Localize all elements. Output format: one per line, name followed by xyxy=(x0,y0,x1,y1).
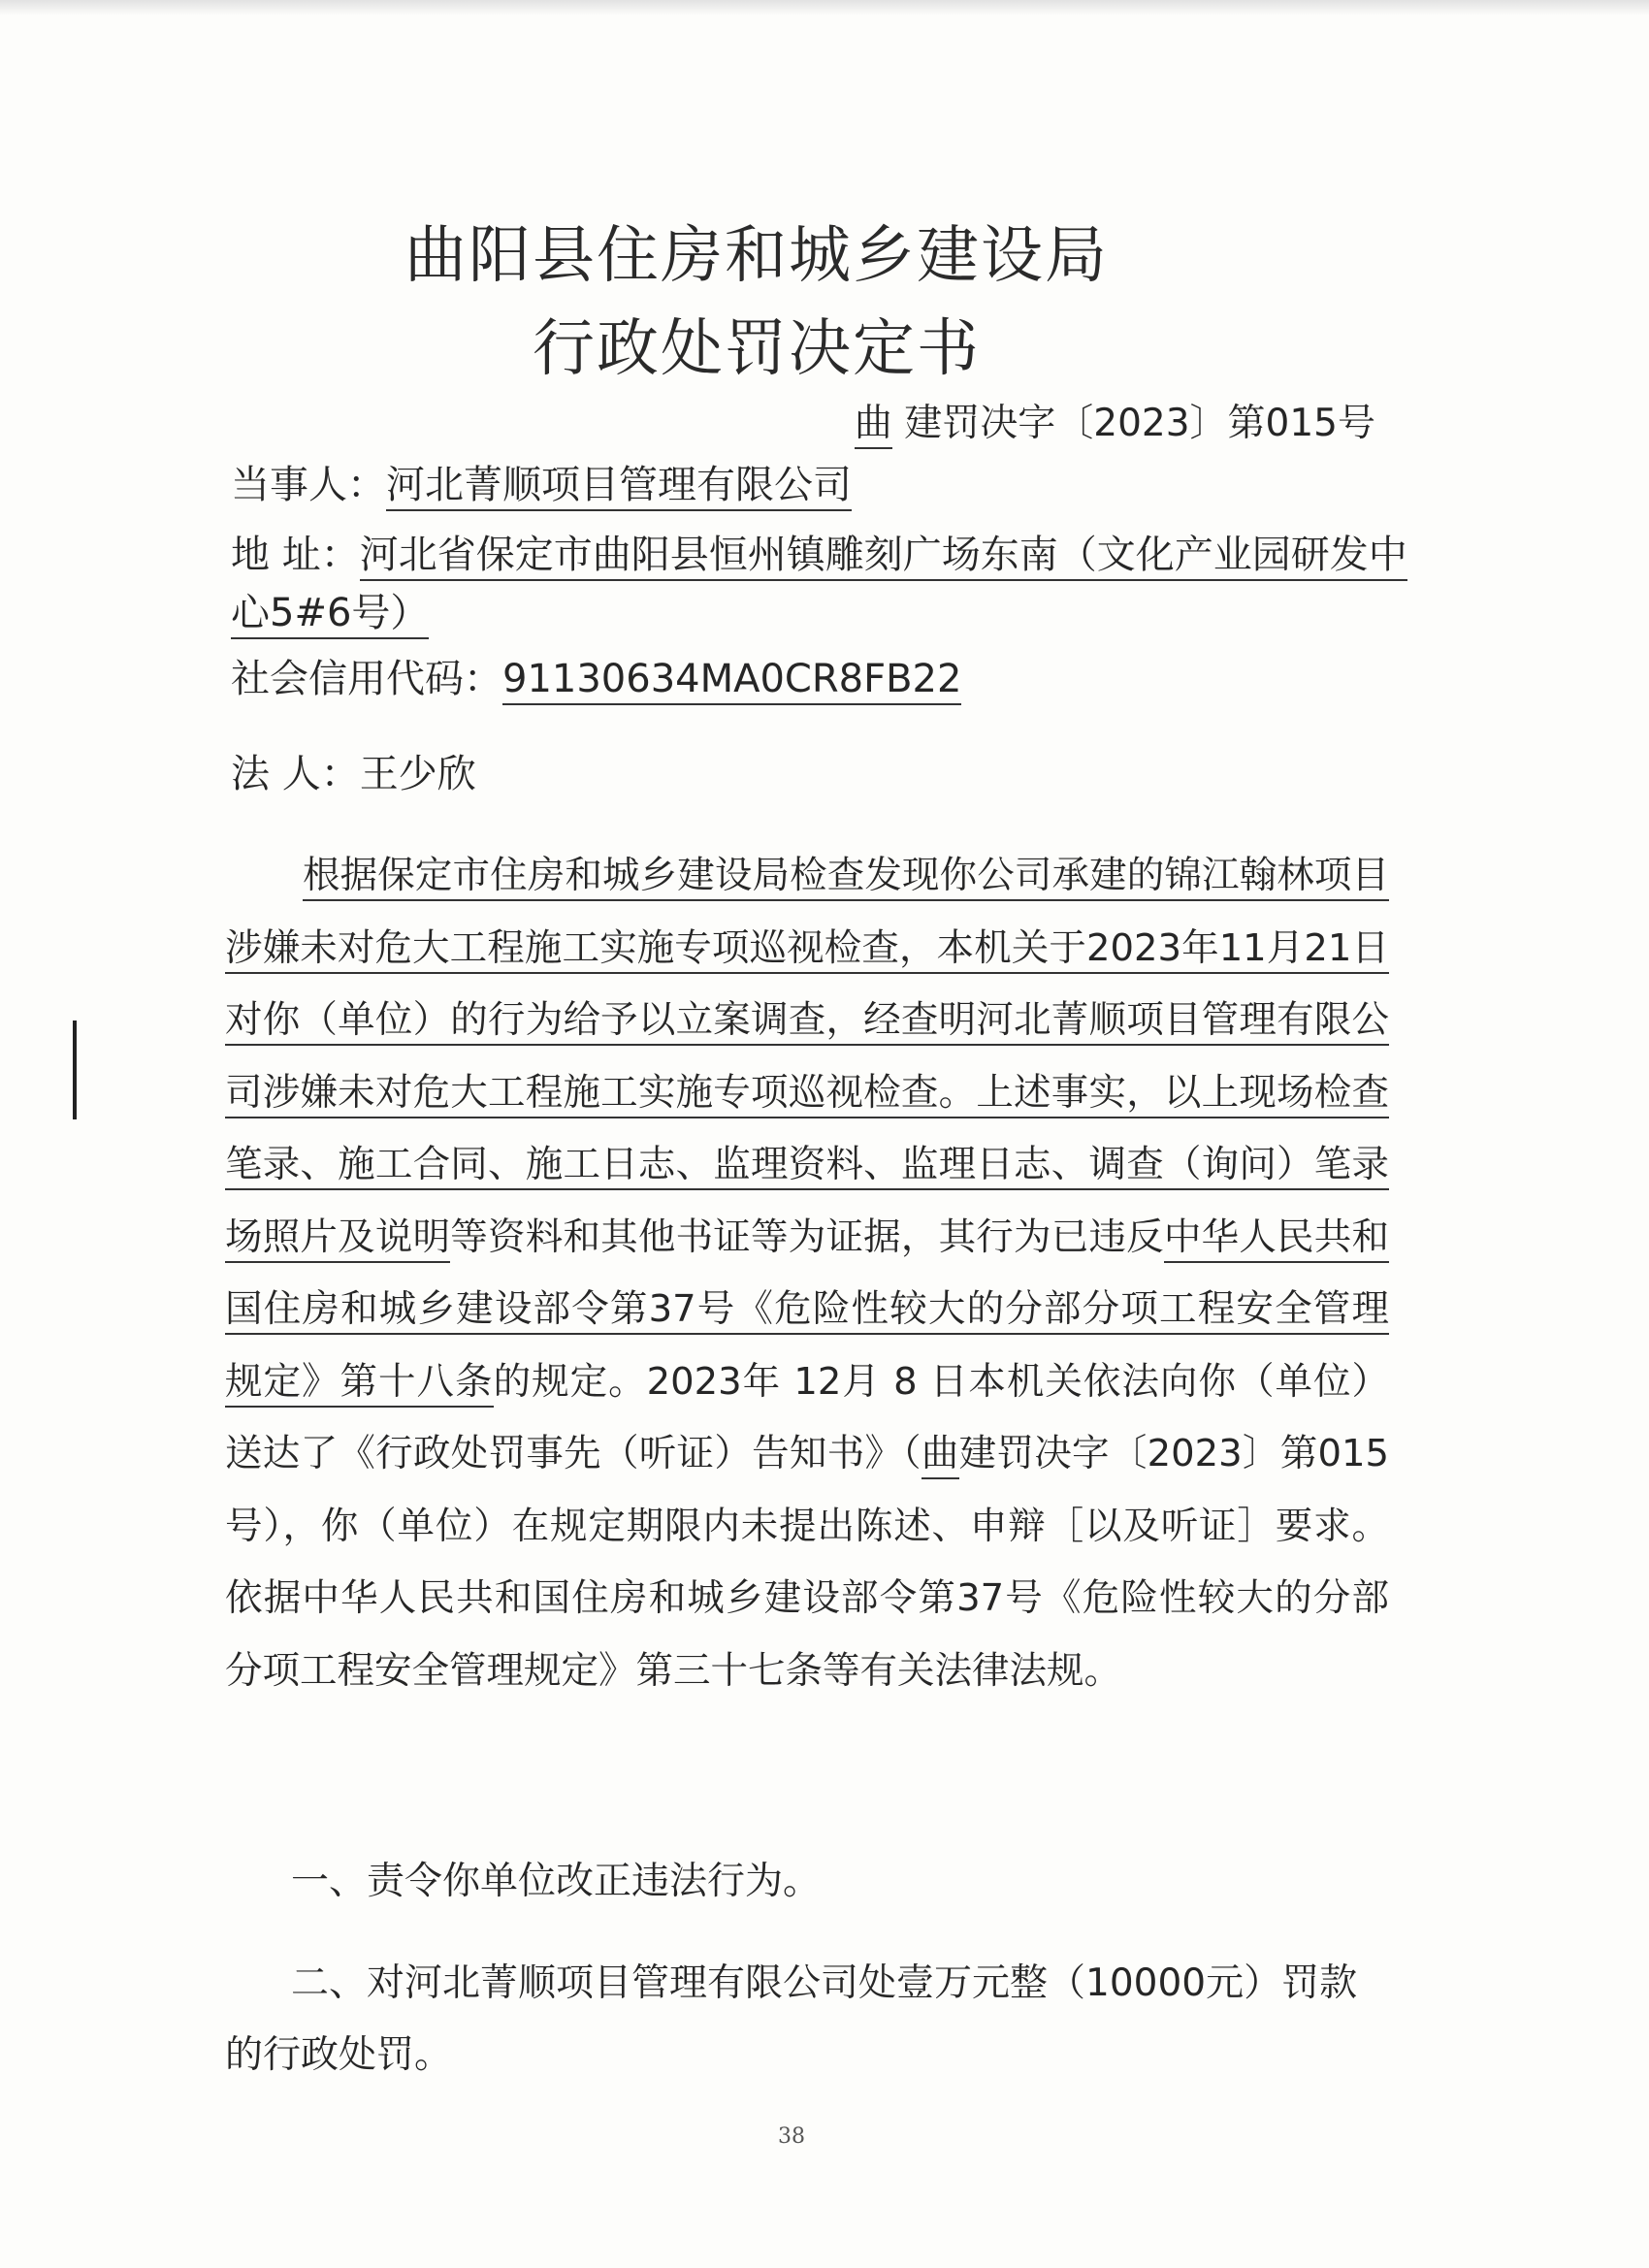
address-label: 地 址： xyxy=(231,533,360,577)
decision-item-2: 二、对河北菁顺项目管理有限公司处壹万元整（10000元）罚款的行政处罚。 xyxy=(225,1961,1358,2077)
legal-person-line xyxy=(231,743,476,798)
document-title-type: 行政处罚决定书 xyxy=(533,313,981,385)
address-value-2: 心5#6号） xyxy=(231,591,429,639)
document-number-prefix: 曲 xyxy=(855,402,892,449)
decision-item-1: 一、责令你单位改正违法行为。 xyxy=(291,1860,822,1903)
party-name: 河北菁顺项目管理有限公司 xyxy=(386,463,852,511)
legal-person: 王少欣 xyxy=(359,752,476,796)
credit-code-label: 社会信用代码： xyxy=(231,657,502,701)
notice-served: 的规定。2023年 12月 8 日本机关依法向你（单位）送达了《行政处罚事先（听证）告知书》（ xyxy=(225,1359,1389,1475)
document-number xyxy=(855,393,1375,447)
credit-code: 91130634MA0CR8FB22 xyxy=(502,657,961,705)
credit-code-line xyxy=(231,648,961,703)
facts-finding: 根据保定市住房和城乡建设局检查发现你公司承建的锦江翰林项目涉嫌未对危大工程施工实施专项巡视检查，本机关于2023年11月21日对你（单位）的行为给予以立案调查，经查明河北菁顺项目管理有限公司涉嫌未对危大工程施工实施专项巡视检查 xyxy=(225,854,1389,1118)
facts-evidence-intro: 。上述事实，以上现场检查笔录、施工合同、施工日志、监理资料、监理日志、调查（询问）笔录场照片及说明 xyxy=(225,1071,1389,1263)
address-line-1 xyxy=(231,524,1407,579)
address-line-2 xyxy=(231,582,429,637)
document-number-value: 建罚决字〔2023〕第015号 xyxy=(904,402,1375,445)
party-name-label: 当事人： xyxy=(231,463,386,507)
address-value-1: 河北省保定市曲阳县恒州镇雕刻广场东南（文化产业园研发中 xyxy=(360,533,1407,581)
decision-body-paragraph xyxy=(225,840,1389,1707)
facts-evidence-tail: 等资料和其他书证等为证据，其行为已违反 xyxy=(450,1215,1164,1259)
notice-number-and-basis: 建罚决字〔2023〕第015号），你（单位）在规定期限内未提出陈述、申辩［以及听证］要求。依据中华人民共和国住房和城乡建设部令第37号《危险性较大的分部分项工程安全管理规定》第三十七条等有关法律法规。 xyxy=(225,1432,1389,1693)
party-name-line xyxy=(231,454,852,509)
binding-mark xyxy=(73,1021,77,1119)
legal-person-label: 法 人： xyxy=(231,752,360,796)
violated-regulation: 中华人民共和国住房和城乡建设部令第37号《危险性较大的分部分项工程安全管理规定》第十八条 xyxy=(225,1215,1389,1408)
notice-prefix: 曲 xyxy=(922,1432,959,1479)
page-number: 38 xyxy=(778,2124,805,2149)
document-title-agency: 曲阳县住房和城乡建设局 xyxy=(404,220,1109,292)
